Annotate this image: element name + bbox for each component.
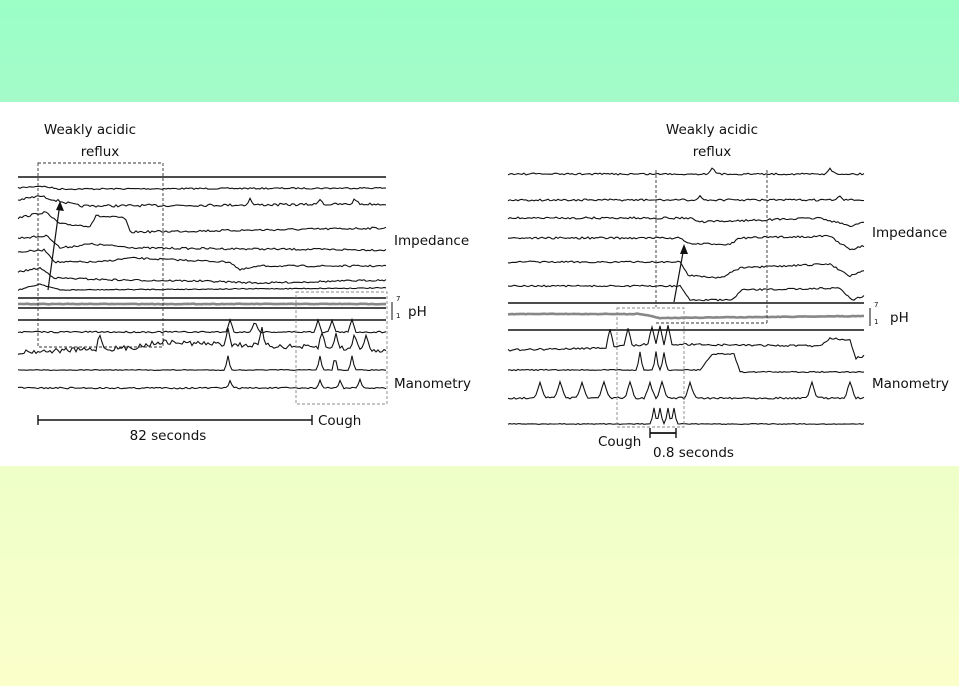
left-ph-scale-top: 7 — [396, 295, 401, 303]
left-manometry-trace-4 — [18, 379, 386, 389]
right-impedance-trace-4 — [508, 235, 864, 249]
left-panel-traces — [18, 186, 386, 389]
left-cough-label: Cough — [318, 413, 362, 429]
left-impedance-trace-6 — [18, 268, 386, 284]
right-impedance-label: Impedance — [872, 225, 948, 241]
right-manometry-label: Manometry — [872, 376, 950, 392]
right-ph-scale-top: 7 — [874, 301, 879, 309]
left-impedance-trace-1 — [18, 186, 386, 189]
left-impedance-trace-7 — [18, 284, 386, 290]
left-ph-scale-bottom: 1 — [396, 312, 401, 320]
right-manometry-trace-2 — [508, 351, 864, 372]
right-manometry-trace-4 — [508, 408, 864, 425]
left-manometry-trace-1 — [18, 320, 386, 333]
right-title-line2: reflux — [692, 144, 732, 160]
right-reflux-arrow — [674, 247, 684, 302]
left-impedance-trace-2 — [18, 196, 386, 207]
right-ph-scale-bottom: 1 — [874, 318, 879, 326]
left-manometry-label: Manometry — [394, 376, 472, 392]
right-impedance-trace-2 — [508, 196, 864, 201]
right-title-line1: Weakly acidic — [665, 122, 759, 138]
right-impedance-trace-1 — [508, 168, 864, 175]
left-manometry-trace-3 — [18, 356, 386, 371]
left-impedance-trace-4 — [18, 235, 386, 251]
right-impedance-trace-5 — [508, 261, 864, 278]
left-title-line2: reflux — [80, 144, 120, 160]
right-panel-traces — [508, 168, 864, 424]
left-impedance-trace-5 — [18, 249, 386, 270]
right-time-scale-label: 0.8 seconds — [653, 445, 734, 461]
left-time-scale-label: 82 seconds — [129, 428, 207, 444]
right-impedance-trace-3 — [508, 217, 864, 226]
right-ph-label: pH — [890, 310, 909, 326]
left-ph-trace — [18, 304, 386, 305]
right-manometry-trace-3 — [508, 382, 864, 399]
right-cough-label: Cough — [598, 434, 642, 450]
left-title-line1: Weakly acidic — [43, 122, 137, 138]
left-impedance-label: Impedance — [394, 233, 470, 249]
left-impedance-trace-3 — [18, 212, 386, 233]
right-arrow-head-icon — [680, 244, 688, 254]
right-impedance-trace-6 — [508, 285, 864, 301]
right-ph-trace — [508, 314, 864, 319]
left-ph-label: pH — [408, 304, 427, 320]
